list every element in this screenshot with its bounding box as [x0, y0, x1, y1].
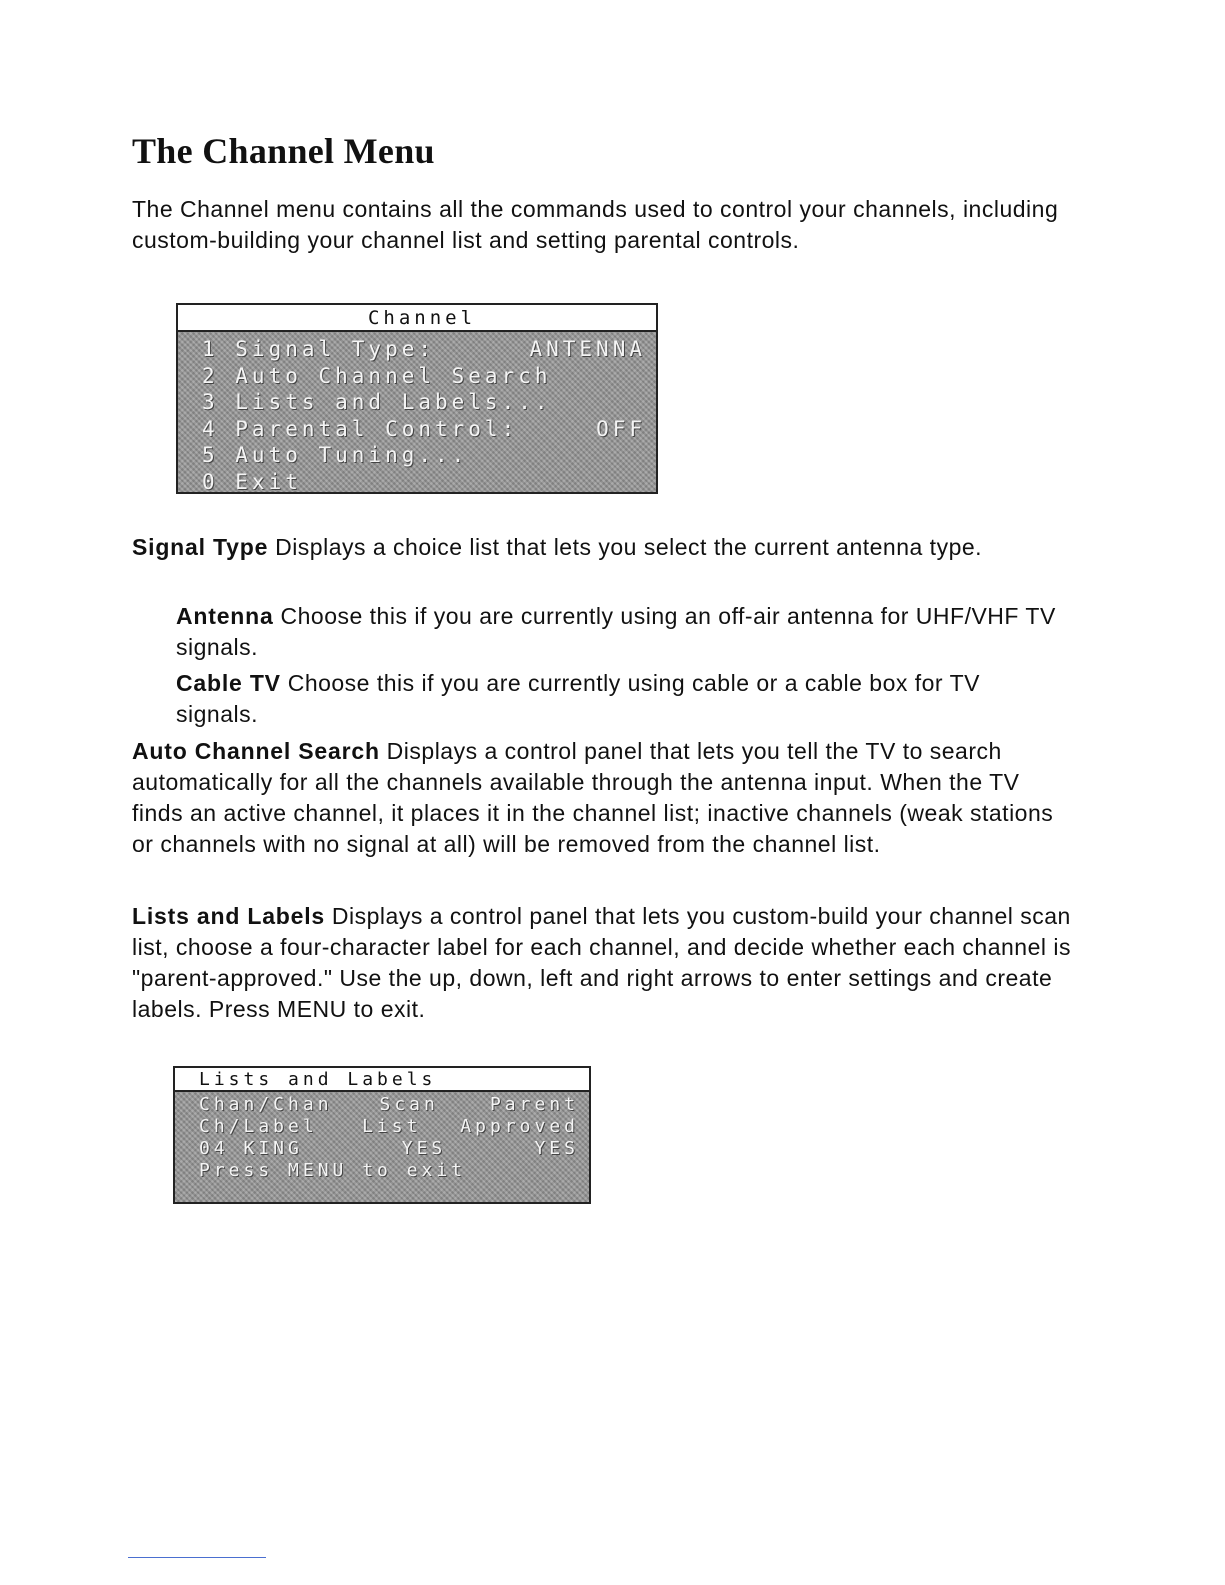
- term-antenna: Antenna: [176, 603, 274, 629]
- antenna-description: [176, 601, 1056, 663]
- menu-item-label: 0 Exit: [202, 469, 302, 494]
- auto-channel-search-description: [132, 736, 1072, 860]
- lists-cell: Parent: [489, 1094, 579, 1115]
- lists-and-labels-description: [132, 901, 1072, 1025]
- channel-menu-screen: [176, 303, 658, 494]
- footer-rule: [128, 1557, 266, 1558]
- cable-tv-description: [176, 668, 1056, 730]
- menu-item-label: 2 Auto Channel Search: [202, 363, 552, 388]
- menu-item-parental-control: [202, 416, 646, 443]
- lists-cell: List: [362, 1116, 422, 1137]
- signal-type-text: Displays a choice list that lets you select the current antenna type.: [268, 534, 983, 560]
- antenna-text: Choose this if you are currently using an off-air antenna for UHF/VHF TV signals.: [176, 603, 1056, 660]
- lists-cell: Scan: [379, 1094, 439, 1115]
- lists-cell: Press MENU to exit: [199, 1160, 467, 1181]
- menu-item-lists-and-labels: [202, 389, 646, 416]
- lists-cell: Ch/Label: [199, 1116, 318, 1137]
- term-lists-and-labels: Lists and Labels: [132, 903, 326, 929]
- menu-item-value: OFF: [596, 416, 646, 441]
- lists-and-labels-text: Displays a control panel that lets you custom-build your channel scan list, choose a four-character label for each channel, and decide whether each channel is "parent-approved." Use the up, down, left and right arrows to enter settings and create labels. Press MENU to exit.: [132, 903, 1071, 1022]
- menu-item-signal-type: [202, 336, 646, 363]
- menu-item-auto-tuning: [202, 442, 646, 469]
- menu-item-auto-channel-search: [202, 363, 646, 390]
- lists-and-labels-screen: [173, 1066, 591, 1204]
- lists-cell: 04 KING: [199, 1138, 303, 1159]
- lists-menu-row: [199, 1094, 579, 1116]
- lists-cell: YES: [534, 1138, 579, 1159]
- lists-menu-row: [199, 1116, 579, 1138]
- lists-cell: Chan/Chan: [199, 1094, 333, 1115]
- menu-item-exit: [202, 469, 646, 496]
- lists-cell: Approved: [460, 1116, 579, 1137]
- lists-cell: YES: [401, 1138, 447, 1159]
- term-signal-type: Signal Type: [132, 534, 269, 560]
- term-cable-tv: Cable TV: [176, 670, 281, 696]
- cable-tv-text: Choose this if you are currently using cable or a cable box for TV signals.: [176, 670, 980, 727]
- lists-cell: [424, 1160, 530, 1182]
- channel-menu-header: Channel: [178, 305, 656, 332]
- menu-item-value: ANTENNA: [529, 337, 646, 361]
- term-auto-channel-search: Auto Channel Search: [132, 738, 380, 764]
- menu-item-label: 4 Parental Control:: [202, 416, 519, 441]
- page-title: The Channel Menu: [132, 131, 435, 171]
- lists-menu-row: [199, 1160, 579, 1182]
- intro-paragraph: The Channel menu contains all the commands used to control your channels, including custom-building your channel list and setting parental controls.: [132, 196, 1059, 253]
- auto-channel-search-text: Displays a control panel that lets you tell the TV to search automatically for all the channels available through the antenna input. When the TV finds an active channel, it places it in the channel list; inactive channels (weak stations or channels with no signal at all) will be removed from the channel list.: [132, 738, 1054, 857]
- menu-item-label: 5 Auto Tuning...: [202, 443, 469, 467]
- menu-item-label: 1 Signal Type:: [202, 337, 436, 361]
- lists-menu-row: [199, 1138, 579, 1160]
- signal-type-description: [132, 532, 1062, 563]
- menu-item-label: 3 Lists and Labels...: [202, 390, 552, 414]
- lists-menu-header: Lists and Labels: [175, 1068, 589, 1092]
